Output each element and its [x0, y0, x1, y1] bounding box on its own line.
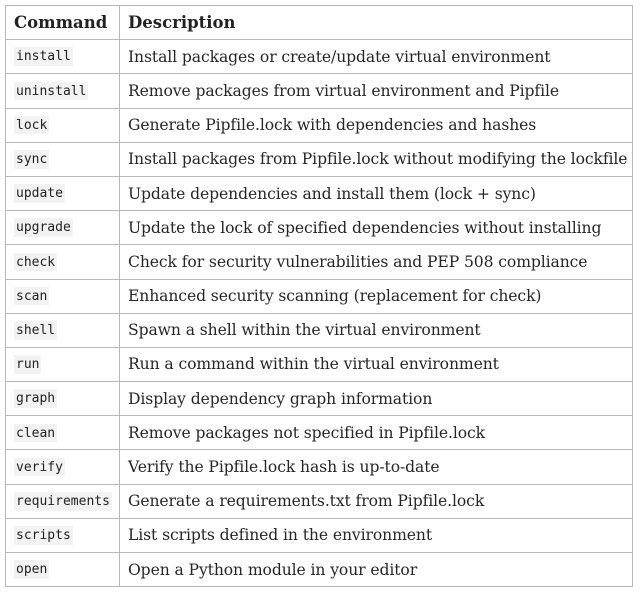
command-code: sync: [16, 152, 48, 168]
description-cell: Open a Python module in your editor: [120, 553, 633, 587]
table-row: [6, 382, 633, 416]
table-row: [6, 313, 633, 347]
command-cell: [6, 142, 120, 176]
pipenv-commands-table: [5, 5, 633, 587]
description-cell: List scripts defined in the environment: [120, 518, 633, 552]
command-cell: [6, 245, 120, 279]
command-cell: [6, 313, 120, 347]
command-cell: [6, 553, 120, 587]
description-cell: Run a command within the virtual environment: [120, 347, 633, 381]
command-code: run: [16, 357, 40, 373]
table-row: [6, 279, 633, 313]
command-cell: [6, 211, 120, 245]
table-row: [6, 211, 633, 245]
description-cell: Update the lock of specified dependencies without installing: [120, 211, 633, 245]
command-cell: [6, 416, 120, 450]
command-code: scripts: [16, 528, 71, 544]
command-cell: [6, 176, 120, 210]
command-code: requirements: [16, 493, 110, 509]
command-cell: [6, 347, 120, 381]
description-cell: Remove packages from virtual environment and Pipfile: [120, 74, 633, 108]
command-cell: [6, 108, 120, 142]
description-cell: Install packages from Pipfile.lock without modifying the lockfile: [120, 142, 633, 176]
command-cell: [6, 518, 120, 552]
description-cell: Generate a requirements.txt from Pipfile.lock: [120, 484, 633, 518]
command-column-header: Command: [6, 6, 120, 40]
table-row: [6, 553, 633, 587]
command-cell: [6, 484, 120, 518]
command-code: verify: [16, 459, 63, 475]
table-row: [6, 450, 633, 484]
command-code: install: [16, 49, 71, 65]
table-row: [6, 142, 633, 176]
command-code: clean: [16, 425, 56, 441]
command-cell: [6, 74, 120, 108]
table-row: [6, 484, 633, 518]
table-row: [6, 74, 633, 108]
command-code: check: [16, 254, 56, 270]
command-code: graph: [16, 391, 56, 407]
table-body: [6, 40, 633, 587]
header-row: [6, 6, 633, 40]
command-code: shell: [16, 322, 56, 338]
description-cell: Generate Pipfile.lock with dependencies and hashes: [120, 108, 633, 142]
table-row: [6, 245, 633, 279]
table-row: [6, 40, 633, 74]
description-cell: Spawn a shell within the virtual environment: [120, 313, 633, 347]
description-cell: Verify the Pipfile.lock hash is up-to-date: [120, 450, 633, 484]
command-code: lock: [16, 117, 48, 133]
command-cell: [6, 279, 120, 313]
table-row: [6, 108, 633, 142]
command-cell: [6, 450, 120, 484]
table-header: [6, 6, 633, 40]
description-cell: Check for security vulnerabilities and PEP 508 compliance: [120, 245, 633, 279]
table-row: [6, 416, 633, 450]
description-cell: Enhanced security scanning (replacement for check): [120, 279, 633, 313]
description-cell: Remove packages not specified in Pipfile.lock: [120, 416, 633, 450]
command-code: open: [16, 562, 48, 578]
description-cell: Display dependency graph information: [120, 382, 633, 416]
command-code: uninstall: [16, 83, 87, 99]
command-cell: [6, 382, 120, 416]
command-code: scan: [16, 288, 48, 304]
table-row: [6, 347, 633, 381]
command-code: update: [16, 186, 63, 202]
description-column-header: Description: [120, 6, 633, 40]
command-cell: [6, 40, 120, 74]
table-row: [6, 518, 633, 552]
table-row: [6, 176, 633, 210]
command-code: upgrade: [16, 220, 71, 236]
description-cell: Update dependencies and install them (lock + sync): [120, 176, 633, 210]
description-cell: Install packages or create/update virtual environment: [120, 40, 633, 74]
